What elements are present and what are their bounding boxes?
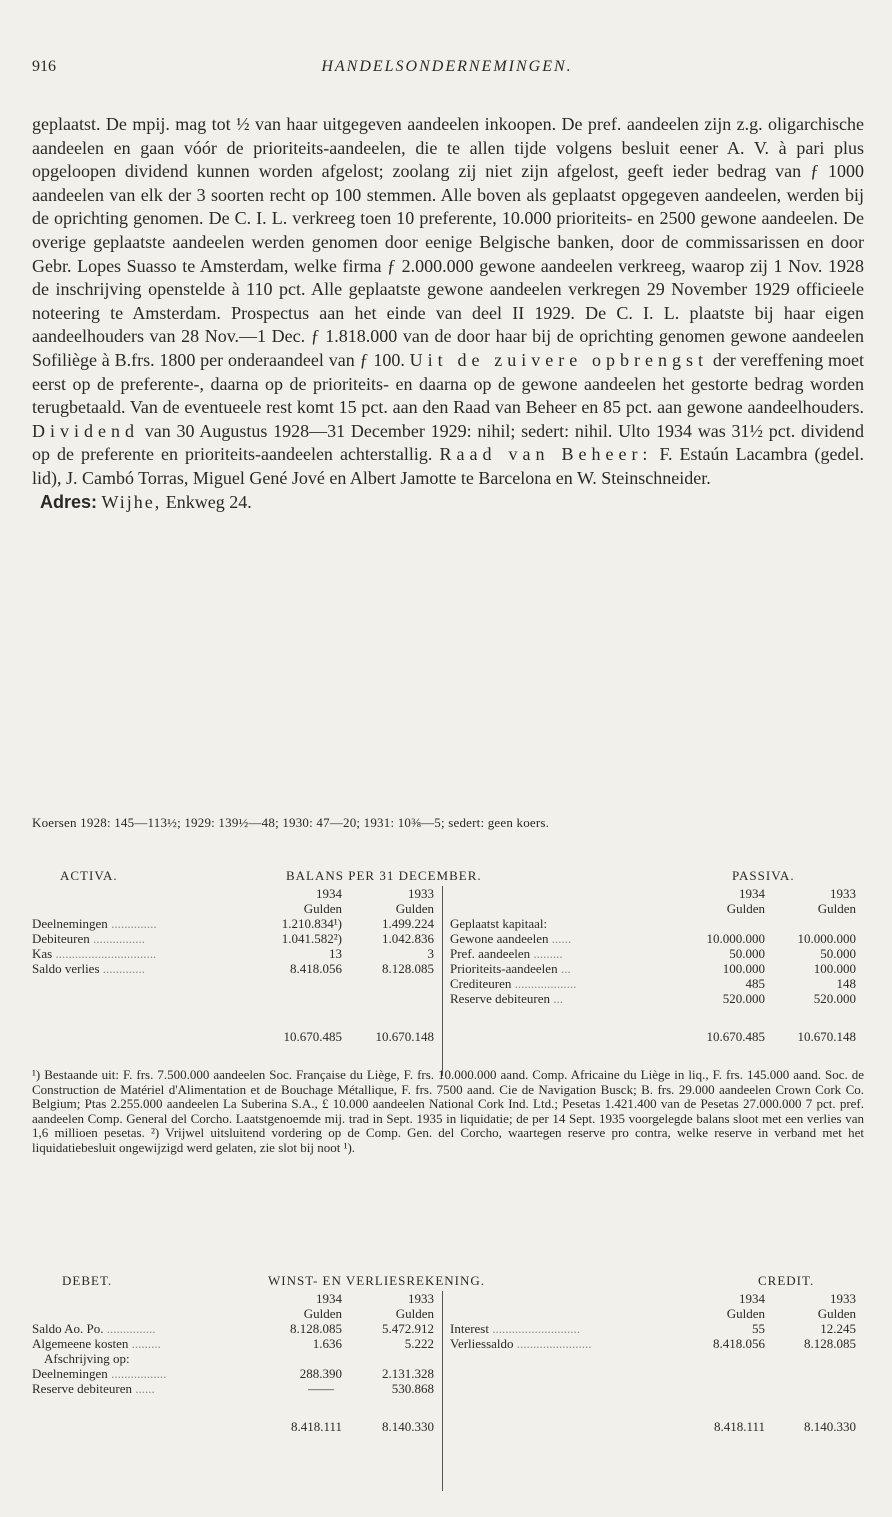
winst-right-title: CREDIT.: [758, 1273, 815, 1288]
table-row: Prioriteits-aandeelen ... 100.000 100.000: [450, 961, 856, 976]
balans-titles: [32, 868, 864, 886]
adres-label: Adres:: [40, 491, 98, 512]
row-value-a: 50.000: [729, 946, 765, 961]
table-row: Reserve debiteuren ...... —— 530.868: [32, 1381, 434, 1396]
zuivere-text: der vereffening moet eerst op de preferente-, daarna op de prioriteits- en daarna op de gewone aandeelen het gestorte bedrag worden terugbetaald. Van de eventueele rest komt 15 pct. aan den Raad van Beheer en 85 pct. aan gewone aandeelhouders.: [32, 349, 865, 418]
year-b: 1933: [830, 1291, 856, 1306]
row-label: Gewone aandeelen: [450, 931, 549, 946]
table-row: Reserve debiteuren ... 520.000 520.000: [450, 991, 856, 1006]
total-a: 8.418.111: [290, 1419, 342, 1434]
total-row: [32, 1023, 434, 1044]
table-row: Saldo verlies ............. 8.418.056 8.128.085: [32, 961, 434, 976]
year-a: 1934: [739, 1291, 765, 1306]
dividend-text: van 30 Augustus 1928—31 December 1929: nihil; sedert: nihil. Ulto 1934 was 31½ pct. dividend op de preferente en prioriteits-aandeelen achterstallig.: [32, 420, 865, 465]
row-value-b: 8.128.085: [804, 1336, 856, 1351]
year-a: 1934: [316, 1291, 342, 1306]
unit-b: Gulden: [817, 1306, 856, 1321]
total-a: 10.670.485: [706, 1029, 765, 1044]
total-row: [450, 1413, 856, 1434]
total-b: 10.670.148: [375, 1029, 434, 1044]
balans-activa: [32, 886, 434, 1044]
row-value-a: 1.210.834¹): [281, 916, 342, 931]
row-label: Afschrijving op:: [44, 1351, 130, 1366]
row-value-b: 10.000.000: [797, 931, 856, 946]
year-b: 1933: [408, 1291, 434, 1306]
row-value-a: 1.041.582²): [281, 931, 342, 946]
unit-b: Gulden: [817, 901, 856, 916]
row-value-a: 288.390: [299, 1366, 342, 1381]
row-value-b: 12.245: [820, 1321, 856, 1336]
balans-footnote: ¹) Bestaande uit: F. frs. 7.500.000 aandeelen Soc. Française du Liège, F. frs. 10.000.000 aand. Comp. Africaine du Liège in liq., F. frs. 145.000 aand. Soc. de Construction de Matériel d'Alimentation et de Bouchage Métallique, F. frs. 7500 aand. Cie de Navigation Busck; B. frs. 29.000 aandeelen Crown Cork Co. Belgium; Ptas 2.255.000 aandeelen La Suberina S.A., £ 10.000 aandeelen National Cork Ind. Ltd.; Pesetas 1.421.400 van de Pesetas 27.000.000 7 pct. pref. aandeelen Comp. General del Corcho. Laatstgenoemde mij. trad in Sept. 1935 in liquidatie; de per 14 Sept. 1935 voorgelegde balans sloot met een verlies van 1,6 millioen pesetas. ²) Vrijwel uitsluitend vordering op de Comp. Gen. del Corcho, waartegen reserve pro contra, welke reserve in verband met het liquidatiebesluit ongewijzigd werd gelaten, zie slot bij noot ¹).: [32, 1067, 864, 1155]
row-value-b: 5.472.912: [382, 1321, 434, 1336]
raad-text: F. Estaún Lacambra (gedel. lid), J. Cambó Torras, Miguel Gené Jové en Albert Jamotte te Barcelona en W. Steinschneider.: [32, 444, 865, 488]
row-value-b: 3: [427, 946, 434, 961]
unit-a: Gulden: [726, 1306, 765, 1321]
row-value-a: 520.000: [722, 991, 765, 1006]
row-value-a: 8.128.085: [290, 1321, 342, 1336]
row-label: Saldo verlies: [32, 961, 100, 976]
adres-line: [32, 491, 864, 515]
unit-a: Gulden: [726, 901, 765, 916]
row-value-a: 100.000: [722, 961, 765, 976]
koersen-line: Koersen 1928: 145—113½; 1929: 139½—48; 1930: 47—20; 1931: 10⅜—5; sedert: geen koers.: [32, 815, 550, 830]
total-row: [32, 1413, 434, 1434]
table-row: Algemeene kosten ......... 1.636 5.222: [32, 1336, 434, 1351]
table-row: Crediteuren ................... 485 148: [450, 976, 856, 991]
unit-a: Gulden: [303, 1306, 342, 1321]
row-label: Saldo Ao. Po.: [32, 1321, 104, 1336]
row-label: Pref. aandeelen: [450, 946, 531, 961]
table-row: Deelnemingen ................. 288.390 2.131.328: [32, 1366, 434, 1381]
row-value-a: 55: [752, 1321, 765, 1336]
row-label: Prioriteits-aandeelen: [450, 961, 558, 976]
winst-center-title: WINST- EN VERLIESREKENING.: [268, 1273, 486, 1288]
winst-credit: [450, 1291, 856, 1434]
balans-table: [32, 868, 864, 1076]
row-value-b: 2.131.328: [382, 1366, 434, 1381]
row-value-a: 1.636: [312, 1336, 342, 1351]
adres-street: Enkweg 24.: [165, 491, 252, 512]
year-b: 1933: [408, 886, 434, 901]
row-value-b: 520.000: [813, 991, 856, 1006]
winst-titles: [32, 1273, 864, 1291]
winst-table: [32, 1273, 864, 1491]
row-label: Kas: [32, 946, 53, 961]
year-a: 1934: [739, 886, 765, 901]
row-label: Reserve debiteuren: [450, 991, 550, 1006]
table-row: Saldo Ao. Po. ............... 8.128.085 5.472.912: [32, 1321, 434, 1336]
total-b: 8.140.330: [382, 1419, 434, 1434]
total-b: 10.670.148: [797, 1029, 856, 1044]
year-b: 1933: [830, 886, 856, 901]
row-value-b: 5.222: [404, 1336, 434, 1351]
row-label: Geplaatst kapitaal:: [450, 916, 548, 931]
table-row: Pref. aandeelen ......... 50.000 50.000: [450, 946, 856, 961]
winst-left-title: DEBET.: [62, 1273, 113, 1288]
row-label: Verliessaldo: [450, 1336, 514, 1351]
total-a: 10.670.485: [283, 1029, 342, 1044]
row-value-a: 8.418.056: [713, 1336, 765, 1351]
dividend-label: Dividend: [32, 420, 139, 441]
row-value-b: 148: [836, 976, 856, 991]
winst-debet: [32, 1291, 434, 1434]
running-title: HANDELSONDERNEMINGEN.: [321, 58, 573, 75]
body-text: [32, 113, 864, 514]
balans-center-title: BALANS PER 31 DECEMBER.: [286, 868, 482, 883]
unit-b: Gulden: [395, 1306, 434, 1321]
row-value-a: ——: [308, 1381, 334, 1396]
main-paragraph: [32, 113, 864, 491]
unit-a: Gulden: [303, 901, 342, 916]
table-row: Kas ............................... 13 3: [32, 946, 434, 961]
row-value-a: 485: [745, 976, 765, 991]
column-divider: [442, 886, 443, 1076]
row-value-a: 8.418.056: [290, 961, 342, 976]
total-row: [450, 1023, 856, 1044]
row-value-b: 8.128.085: [382, 961, 434, 976]
page-header: [32, 58, 862, 82]
table-row: Verliessaldo ....................... 8.418.056 8.128.085: [450, 1336, 856, 1351]
table-row: Interest ........................... 55 12.245: [450, 1321, 856, 1336]
year-a: 1934: [316, 886, 342, 901]
page-number: 916: [32, 58, 56, 75]
row-label: Debiteuren: [32, 931, 90, 946]
row-label: Deelnemingen: [32, 916, 108, 931]
table-row: Deelnemingen .............. 1.210.834¹) 1.499.224: [32, 916, 434, 931]
text-main: geplaatst. De mpij. mag tot ½ van haar uitgegeven aandeelen inkoopen. De pref. aandeelen zijn z.g. oligarchische aandeelen en gaan vóór de prioriteits-aandeelen, die te allen tijde volgens besluit eener A. V. à pari plus opgeloopen dividend kunnen worden afgelost; zoolang zij niet zijn afgelost, geeft ieder bedrag van ƒ 1000 aandeelen van elk der 3 soorten recht op 100 stemmen. Alle boven als geplaatst opgegeven aandeelen, werden bij de oprichting genomen. De C. I. L. verkreeg toen 10 preferente, 10.000 prioriteits- en 2500 gewone aandeelen. De overige geplaatste aandeelen werden genomen door eenige Belgische banken, door de commissarissen en door Gebr. Lopes Suasso te Amsterdam, welke firma ƒ 2.000.000 gewone aandeelen verkreeg, waarop zij 1 Nov. 1928 de inschrijving openstelde à 110 pct. Alle geplaatste gewone aandeelen verkregen 29 November 1929 officieele noteering te Amsterdam. Prospectus aan het einde van deel II 1929. De C. I. L. plaatste bij haar eigen aandeelhouders van 28 Nov.—1 Dec. ƒ 1.818.000 van de door haar bij de oprichting genomen gewone aandeelen Sofiliège à B.frs. 1800 per onderaandeel van ƒ 100.: [32, 114, 864, 370]
row-value-a: 10.000.000: [706, 931, 765, 946]
total-a: 8.418.111: [713, 1419, 765, 1434]
table-row: Debiteuren ................ 1.041.582²) 1.042.836: [32, 931, 434, 946]
adres-place: Wijhe,: [101, 491, 162, 512]
row-value-b: 1.042.836: [382, 931, 434, 946]
table-row: [450, 916, 856, 931]
balans-left-title: ACTIVA.: [60, 868, 118, 883]
row-label: Interest: [450, 1321, 489, 1336]
raad-label: Raad van Beheer:: [439, 444, 653, 465]
total-b: 8.140.330: [804, 1419, 856, 1434]
row-label: Crediteuren: [450, 976, 512, 991]
zuivere-label: Uit de zuivere opbrengst: [409, 349, 708, 370]
table-row: [32, 1351, 434, 1366]
balans-passiva: [450, 886, 856, 1044]
row-value-b: 50.000: [820, 946, 856, 961]
row-value-a: 13: [329, 946, 342, 961]
row-value-b: 1.499.224: [382, 916, 434, 931]
balans-right-title: PASSIVA.: [732, 868, 795, 883]
row-value-b: 100.000: [813, 961, 856, 976]
column-divider: [442, 1291, 443, 1491]
row-label: Algemeene kosten: [32, 1336, 129, 1351]
row-label: Deelnemingen: [32, 1366, 108, 1381]
unit-b: Gulden: [395, 901, 434, 916]
row-value-b: 530.868: [391, 1381, 434, 1396]
row-label: Reserve debiteuren: [32, 1381, 132, 1396]
table-row: Gewone aandeelen ...... 10.000.000 10.000.000: [450, 931, 856, 946]
